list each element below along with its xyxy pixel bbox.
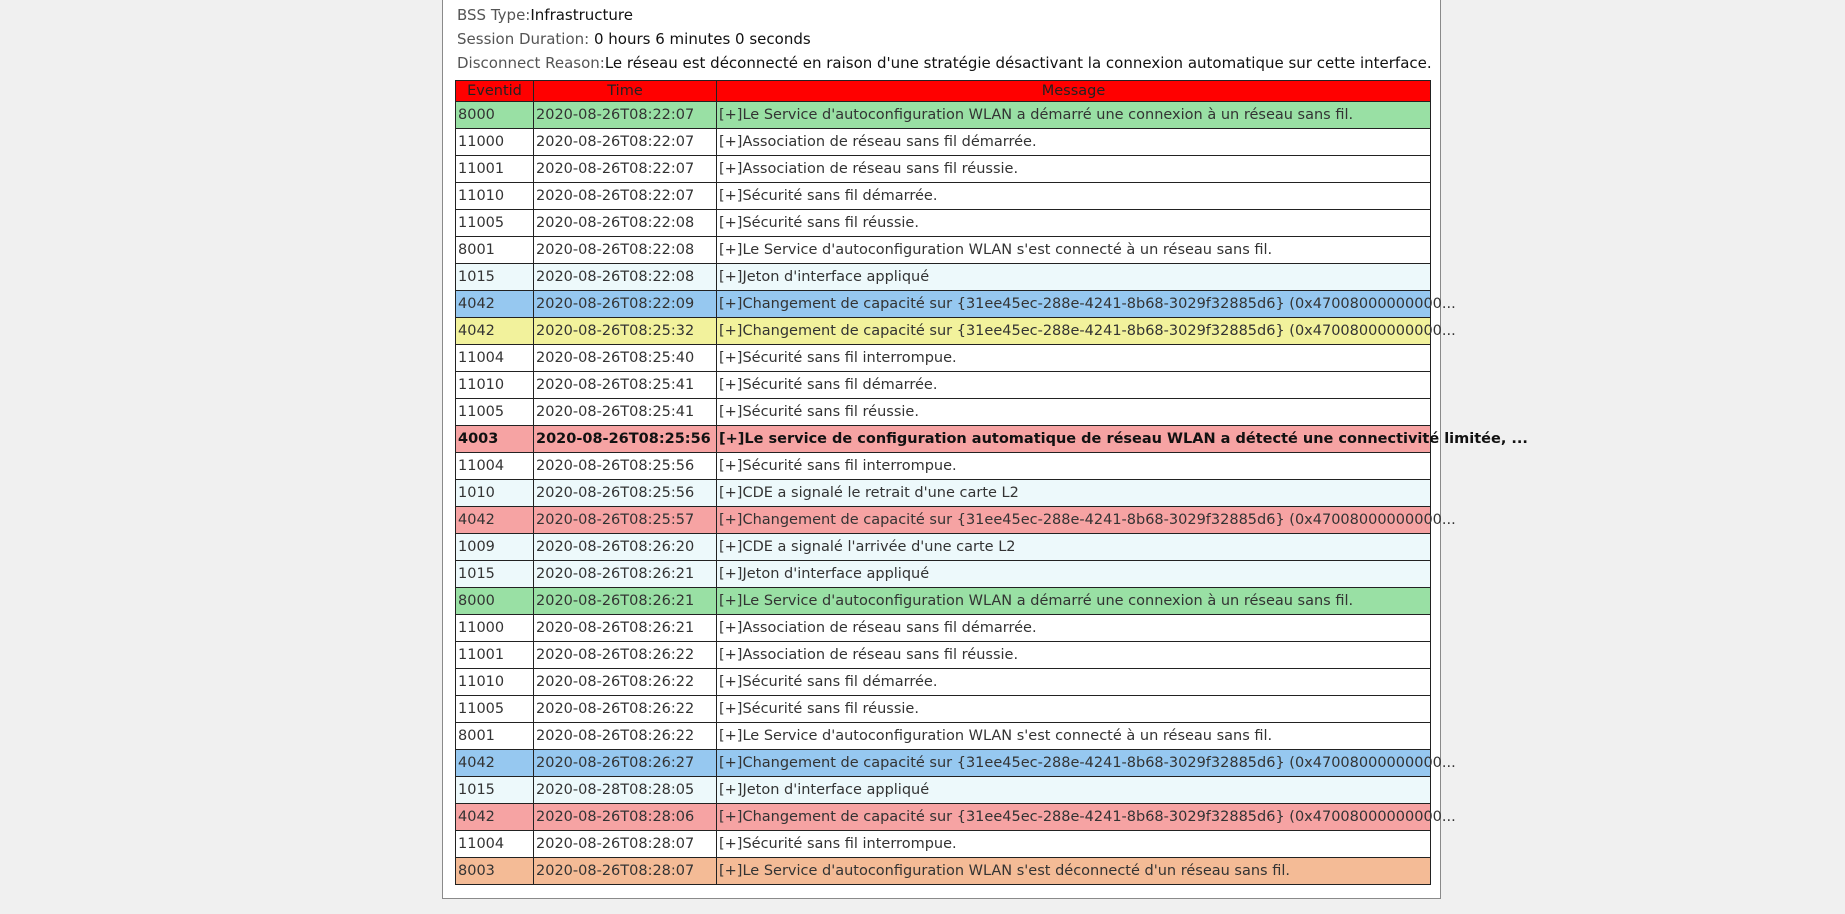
time-cell: 2020-08-26T08:22:09	[534, 291, 717, 318]
eventid-cell: 1015	[456, 561, 534, 588]
message-cell[interactable]: [+]CDE a signalé le retrait d'une carte L2	[717, 480, 1431, 507]
table-row[interactable]	[456, 723, 1431, 750]
time-cell: 2020-08-26T08:25:40	[534, 345, 717, 372]
eventid-cell: 1015	[456, 777, 534, 804]
eventid-cell: 4042	[456, 291, 534, 318]
message-cell[interactable]: [+]Changement de capacité sur {31ee45ec-288e-4241-8b68-3029f32885d6} (0x47008000000000...	[717, 318, 1431, 345]
table-row[interactable]	[456, 669, 1431, 696]
eventid-cell: 4042	[456, 318, 534, 345]
eventid-cell: 11004	[456, 453, 534, 480]
table-row[interactable]	[456, 615, 1431, 642]
eventid-cell: 8003	[456, 858, 534, 885]
message-cell[interactable]: [+]CDE a signalé l'arrivée d'une carte L2	[717, 534, 1431, 561]
table-row[interactable]	[456, 372, 1431, 399]
time-cell: 2020-08-26T08:28:07	[534, 831, 717, 858]
table-row[interactable]	[456, 399, 1431, 426]
message-cell[interactable]: [+]Sécurité sans fil réussie.	[717, 696, 1431, 723]
eventid-cell: 11001	[456, 156, 534, 183]
table-row[interactable]	[456, 561, 1431, 588]
time-cell: 2020-08-26T08:22:07	[534, 183, 717, 210]
eventid-cell: 11005	[456, 696, 534, 723]
message-cell[interactable]: [+]Le service de configuration automatique de réseau WLAN a détecté une connectivité limitée, ...	[717, 426, 1431, 453]
table-row[interactable]	[456, 318, 1431, 345]
eventid-cell: 8001	[456, 723, 534, 750]
eventid-cell: 11004	[456, 345, 534, 372]
table-row[interactable]	[456, 453, 1431, 480]
message-cell[interactable]: [+]Association de réseau sans fil réussie.	[717, 156, 1431, 183]
time-cell: 2020-08-26T08:22:08	[534, 264, 717, 291]
disconnect-reason-value: Le réseau est déconnecté en raison d'une stratégie désactivant la connexion automatique sur cette interface.	[604, 54, 1432, 72]
report-panel	[442, 0, 1528, 899]
message-cell[interactable]: [+]Sécurité sans fil réussie.	[717, 399, 1431, 426]
message-cell[interactable]: [+]Sécurité sans fil démarrée.	[717, 183, 1431, 210]
time-cell: 2020-08-26T08:26:21	[534, 615, 717, 642]
time-cell: 2020-08-26T08:25:32	[534, 318, 717, 345]
message-cell[interactable]: [+]Le Service d'autoconfiguration WLAN a démarré une connexion à un réseau sans fil.	[717, 588, 1431, 615]
message-cell[interactable]: [+]Association de réseau sans fil réussie.	[717, 642, 1431, 669]
eventid-cell: 11010	[456, 669, 534, 696]
table-row[interactable]	[456, 291, 1431, 318]
time-cell: 2020-08-26T08:22:08	[534, 210, 717, 237]
session-duration-line	[457, 27, 811, 51]
table-row[interactable]	[456, 696, 1431, 723]
table-row[interactable]	[456, 534, 1431, 561]
table-row[interactable]	[456, 804, 1431, 831]
time-cell: 2020-08-26T08:26:21	[534, 588, 717, 615]
message-cell[interactable]: [+]Jeton d'interface appliqué	[717, 561, 1431, 588]
eventid-cell: 4042	[456, 750, 534, 777]
table-row[interactable]	[456, 210, 1431, 237]
message-cell[interactable]: [+]Sécurité sans fil interrompue.	[717, 345, 1431, 372]
eventid-cell: 11010	[456, 183, 534, 210]
table-row[interactable]	[456, 858, 1431, 885]
table-row[interactable]	[456, 588, 1431, 615]
header-eventid[interactable]: Eventid	[456, 81, 534, 102]
message-cell[interactable]: [+]Le Service d'autoconfiguration WLAN s'est connecté à un réseau sans fil.	[717, 237, 1431, 264]
table-row[interactable]	[456, 777, 1431, 804]
message-cell[interactable]: [+]Sécurité sans fil démarrée.	[717, 669, 1431, 696]
message-cell[interactable]: [+]Le Service d'autoconfiguration WLAN s'est connecté à un réseau sans fil.	[717, 723, 1431, 750]
table-header-row	[456, 81, 1431, 102]
eventid-cell: 11004	[456, 831, 534, 858]
table-row[interactable]	[456, 156, 1431, 183]
time-cell: 2020-08-26T08:26:22	[534, 669, 717, 696]
time-cell: 2020-08-26T08:25:56	[534, 426, 717, 453]
table-row[interactable]	[456, 507, 1431, 534]
eventid-cell: 11005	[456, 210, 534, 237]
eventid-cell: 1010	[456, 480, 534, 507]
table-row[interactable]	[456, 102, 1431, 129]
disconnect-reason-label: Disconnect Reason:	[457, 54, 605, 72]
time-cell: 2020-08-26T08:25:56	[534, 480, 717, 507]
eventid-cell: 8000	[456, 102, 534, 129]
message-cell[interactable]: [+]Changement de capacité sur {31ee45ec-288e-4241-8b68-3029f32885d6} (0x47008000000000...	[717, 804, 1431, 831]
time-cell: 2020-08-26T08:26:22	[534, 723, 717, 750]
message-cell[interactable]: [+]Sécurité sans fil interrompue.	[717, 453, 1431, 480]
table-row[interactable]	[456, 129, 1431, 156]
table-row[interactable]	[456, 480, 1431, 507]
bss-type-label: BSS Type:	[457, 6, 531, 24]
message-cell[interactable]: [+]Changement de capacité sur {31ee45ec-288e-4241-8b68-3029f32885d6} (0x47008000000000...	[717, 750, 1431, 777]
time-cell: 2020-08-28T08:28:05	[534, 777, 717, 804]
eventid-cell: 11010	[456, 372, 534, 399]
message-cell[interactable]: [+]Association de réseau sans fil démarrée.	[717, 129, 1431, 156]
message-cell[interactable]: [+]Changement de capacité sur {31ee45ec-288e-4241-8b68-3029f32885d6} (0x47008000000000...	[717, 507, 1431, 534]
time-cell: 2020-08-26T08:22:07	[534, 156, 717, 183]
session-duration-value: 0 hours 6 minutes 0 seconds	[593, 30, 811, 48]
header-time[interactable]: Time	[534, 81, 717, 102]
bss-type-value: Infrastructure	[530, 6, 634, 24]
message-cell[interactable]: [+]Sécurité sans fil réussie.	[717, 210, 1431, 237]
time-cell: 2020-08-26T08:28:07	[534, 858, 717, 885]
disconnect-reason-line	[457, 51, 1432, 75]
message-cell[interactable]: [+]Le Service d'autoconfiguration WLAN s'est déconnecté d'un réseau sans fil.	[717, 858, 1431, 885]
bss-type-line	[457, 3, 633, 27]
message-cell[interactable]: [+]Jeton d'interface appliqué	[717, 777, 1431, 804]
table-row[interactable]	[456, 831, 1431, 858]
time-cell: 2020-08-26T08:22:07	[534, 102, 717, 129]
eventid-cell: 11005	[456, 399, 534, 426]
message-cell[interactable]: [+]Sécurité sans fil démarrée.	[717, 372, 1431, 399]
message-cell[interactable]: [+]Jeton d'interface appliqué	[717, 264, 1431, 291]
eventid-cell: 11000	[456, 129, 534, 156]
message-cell[interactable]: [+]Association de réseau sans fil démarrée.	[717, 615, 1431, 642]
event-log-table	[455, 80, 1528, 885]
table-row[interactable]	[456, 426, 1431, 453]
message-cell[interactable]: [+]Sécurité sans fil interrompue.	[717, 831, 1431, 858]
time-cell: 2020-08-26T08:25:56	[534, 453, 717, 480]
time-cell: 2020-08-26T08:26:22	[534, 642, 717, 669]
time-cell: 2020-08-26T08:22:08	[534, 237, 717, 264]
time-cell: 2020-08-26T08:25:57	[534, 507, 717, 534]
table-row[interactable]	[456, 264, 1431, 291]
time-cell: 2020-08-26T08:28:06	[534, 804, 717, 831]
time-cell: 2020-08-26T08:25:41	[534, 399, 717, 426]
time-cell: 2020-08-26T08:22:07	[534, 129, 717, 156]
table-row[interactable]	[456, 345, 1431, 372]
time-cell: 2020-08-26T08:26:20	[534, 534, 717, 561]
time-cell: 2020-08-26T08:26:27	[534, 750, 717, 777]
session-duration-label: Session Duration:	[457, 30, 594, 48]
table-row[interactable]	[456, 642, 1431, 669]
header-message[interactable]: Message	[717, 81, 1431, 102]
eventid-cell: 11000	[456, 615, 534, 642]
time-cell: 2020-08-26T08:26:22	[534, 696, 717, 723]
eventid-cell: 1015	[456, 264, 534, 291]
eventid-cell: 8000	[456, 588, 534, 615]
table-row[interactable]	[456, 237, 1431, 264]
message-cell[interactable]: [+]Le Service d'autoconfiguration WLAN a démarré une connexion à un réseau sans fil.	[717, 102, 1431, 129]
eventid-cell: 4042	[456, 507, 534, 534]
time-cell: 2020-08-26T08:25:41	[534, 372, 717, 399]
message-cell[interactable]: [+]Changement de capacité sur {31ee45ec-288e-4241-8b68-3029f32885d6} (0x47008000000000...	[717, 291, 1431, 318]
eventid-cell: 11001	[456, 642, 534, 669]
eventid-cell: 4003	[456, 426, 534, 453]
eventid-cell: 1009	[456, 534, 534, 561]
table-row[interactable]	[456, 183, 1431, 210]
eventid-cell: 4042	[456, 804, 534, 831]
table-row[interactable]	[456, 750, 1431, 777]
time-cell: 2020-08-26T08:26:21	[534, 561, 717, 588]
eventid-cell: 8001	[456, 237, 534, 264]
event-log-body	[456, 102, 1528, 885]
